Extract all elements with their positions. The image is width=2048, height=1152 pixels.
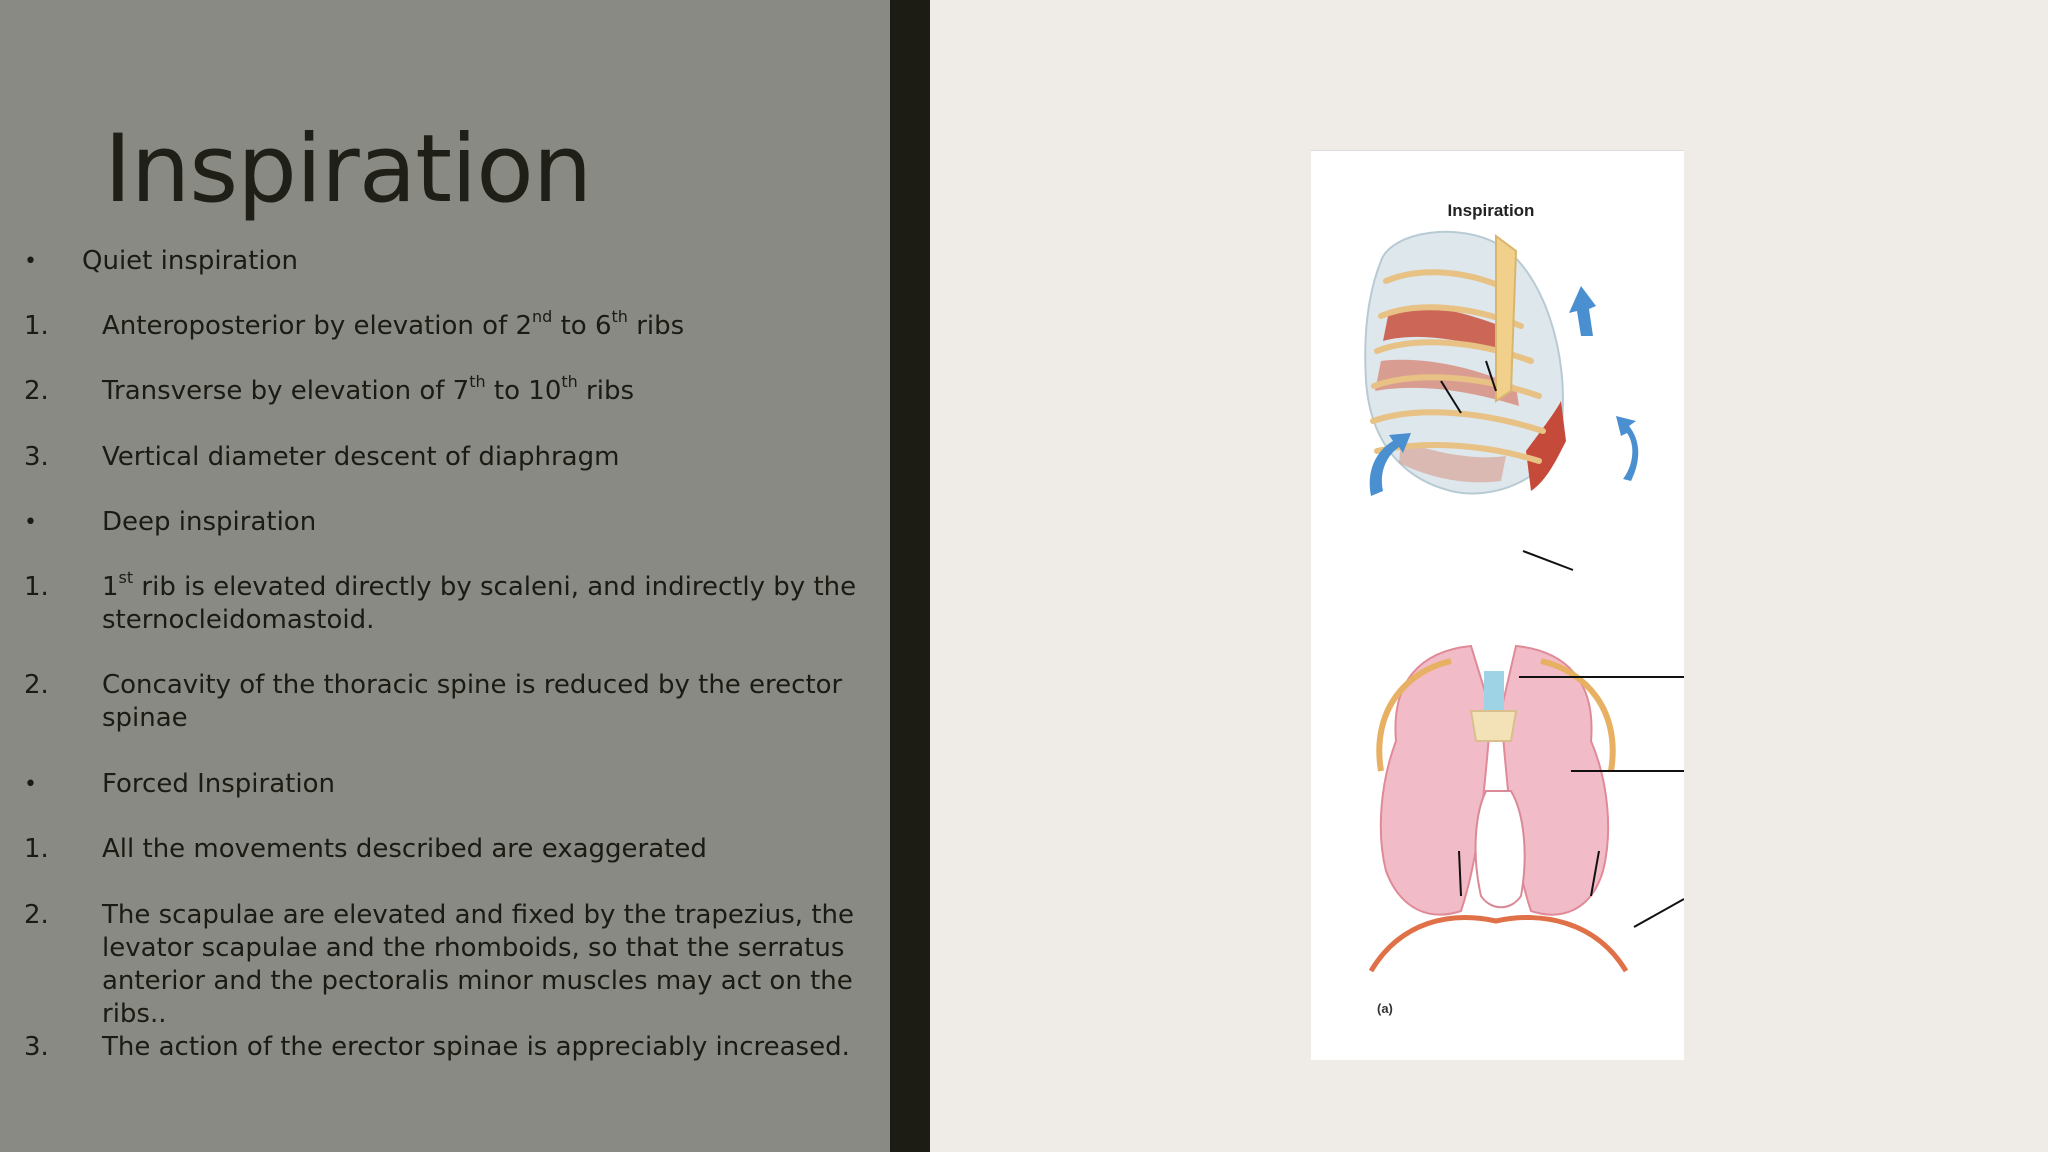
text-part: rib is elevated directly by scaleni, and indirectly by the sternocleidomastoid. bbox=[102, 572, 857, 635]
list-item-text: All the movements described are exaggerated bbox=[102, 834, 707, 864]
number-marker: 1. bbox=[24, 834, 49, 864]
divider-bar bbox=[890, 0, 930, 1152]
text-part: ribs bbox=[577, 376, 635, 406]
list-item-text bbox=[102, 307, 882, 343]
list-item-text: Quiet inspiration bbox=[82, 246, 299, 276]
number-marker: 3. bbox=[24, 1032, 49, 1062]
superscript: th bbox=[611, 307, 628, 327]
list-item-text bbox=[102, 372, 882, 408]
number-marker: 3. bbox=[24, 442, 49, 472]
text-part: to 10 bbox=[485, 376, 562, 406]
text-part: ribs bbox=[627, 311, 685, 341]
list-item-text bbox=[102, 568, 882, 637]
number-marker: 1. bbox=[24, 572, 49, 602]
text-part: 1 bbox=[102, 572, 119, 602]
bullet-marker: • bbox=[24, 772, 37, 797]
text-part: Transverse by elevation of 7 bbox=[102, 376, 470, 406]
bullet-marker: • bbox=[24, 510, 37, 535]
inspiration-figure bbox=[1311, 150, 1684, 1060]
lungs-drawing bbox=[1371, 646, 1684, 971]
bullet-marker: • bbox=[24, 249, 37, 274]
text-part: Anteroposterior by elevation of 2 bbox=[102, 311, 533, 341]
slide-title: Inspiration bbox=[104, 115, 592, 224]
list-item-text: The scapulae are elevated and fixed by the trapezius, the levator scapulae and the rhomboids, so that the serratus anterior and the pectoralis minor muscles may act on the ribs.. bbox=[102, 900, 855, 1029]
thorax-illustration bbox=[1311, 151, 1684, 1060]
left-text-panel bbox=[0, 0, 890, 1152]
figure-label: (a) bbox=[1377, 1001, 1393, 1016]
list-item-text: Deep inspiration bbox=[102, 507, 317, 537]
number-marker: 2. bbox=[24, 900, 49, 930]
list-item-text: Forced Inspiration bbox=[102, 769, 335, 799]
superscript: nd bbox=[532, 307, 553, 327]
superscript: th bbox=[469, 372, 486, 392]
superscript: st bbox=[118, 568, 134, 588]
number-marker: 2. bbox=[24, 670, 49, 700]
list-item-text: Concavity of the thoracic spine is reduced by the erector spinae bbox=[102, 670, 843, 733]
ribcage-drawing bbox=[1365, 232, 1638, 570]
list-item-text: The action of the erector spinae is appreciably increased. bbox=[102, 1032, 850, 1062]
number-marker: 2. bbox=[24, 376, 49, 406]
list-item-text: Vertical diameter descent of diaphragm bbox=[102, 442, 620, 472]
figure-title: Inspiration bbox=[1447, 201, 1535, 220]
number-marker: 1. bbox=[24, 311, 49, 341]
text-part: to 6 bbox=[552, 311, 612, 341]
superscript: th bbox=[561, 372, 578, 392]
